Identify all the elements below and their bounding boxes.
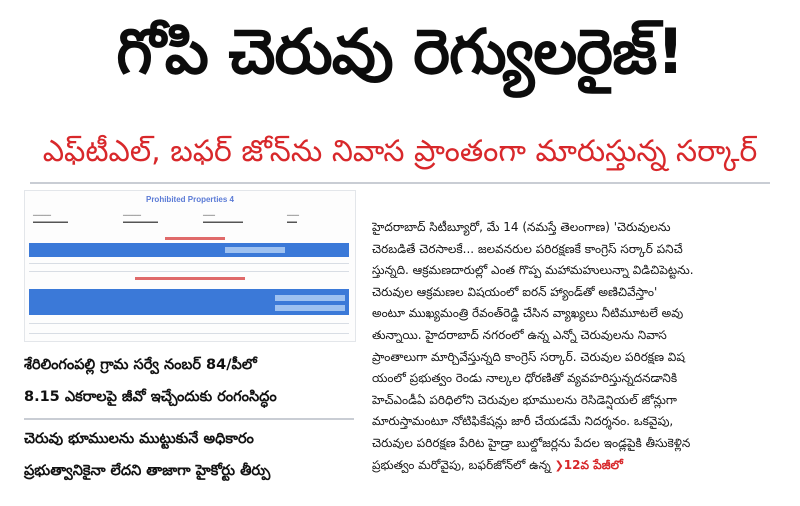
article-last-line <box>372 455 782 477</box>
headline: గోపి చెరువు రెగ్యులరైజ్! <box>116 15 684 88</box>
article-line: హైదరాబాద్ సిటీబ్యూరో, మే 14 (నమస్తే తెలంగాణ) 'చెరువులను <box>372 220 671 234</box>
article-line: చెరువుల ఆక్రమణల విషయంలో ఐరన్ హ్యాండ్‌తో అణిచివేస్తాం' <box>372 284 658 299</box>
document-scan-image <box>24 190 356 342</box>
document-row-line <box>29 271 349 272</box>
article-line: ప్రభుత్వం మరోవైపు, బఫర్‌జోన్‌లో ఉన్న <box>372 457 551 472</box>
article-line: అంటూ ముఖ్యమంత్రి రేవంత్‌రెడ్డి చేసిన వ్యాఖ్యలు నీటిమూటలే అవు <box>372 306 684 321</box>
continued-label: 12వ పేజీలో <box>563 457 623 472</box>
document-red-mark <box>165 237 225 240</box>
document-row-line <box>29 263 349 264</box>
headline-divider <box>30 182 770 184</box>
article-line: చెరువుల పరిరక్షణ పేరిట హైడ్రా బుల్డోజర్లను పేదల ఇండ్లపైకి తీసుకెళ్లిన <box>372 435 691 450</box>
continued-link[interactable] <box>555 458 623 472</box>
article-line: మారుస్తామంటూ నోటిఫికేషన్లు జారీ చేయడమే నిదర్శనం. ఒకవైపు, <box>372 414 674 429</box>
caption-divider <box>24 418 354 420</box>
caption-line: ప్రభుత్వానికైనా లేదని తాజాగా హైకోర్టు తీర్పు <box>24 463 271 479</box>
document-red-mark <box>135 277 245 280</box>
caption-line: శేరిలింగంపల్లి గ్రామ సర్వే నంబర్ 84/పీలో <box>24 357 257 373</box>
document-meta-block: ━━━━━━ ▬▬▬▬▬▬▬ <box>123 213 158 225</box>
document-meta-block: ━━━━ ▬▬▬▬▬▬▬▬ <box>203 213 243 225</box>
article-body <box>372 217 782 476</box>
caption-line: చెరువు భూములను ముట్టుకునే అధికారం <box>24 431 254 447</box>
document-table-header <box>29 243 349 257</box>
article-line: స్తున్నది. ఆక్రమణదారుల్లో ఎంత గొప్ప మహామహులున్నా విడిచిపెట్టను. <box>372 263 694 278</box>
document-meta-block: ━━━━━━ ▬▬▬▬▬▬▬ <box>33 213 68 225</box>
article-line: యంలో ప్రభుత్వం రెండు నాల్కల ధోరణితో వ్యవహరిస్తున్నదనడానికి <box>372 371 678 386</box>
article-line: చెరబడితే చెరసాలకే... జలవనరుల పరిరక్షణకే కాంగ్రెస్ సర్కార్ పనిచే <box>372 241 683 256</box>
document-row-line <box>29 333 349 334</box>
chevron-right-icon: ❯ <box>554 458 564 472</box>
document-cell <box>225 247 285 253</box>
subheadline: ఎఫ్‌టీఎల్, బఫర్ జోన్‌ను నివాస ప్రాంతంగా మారుస్తున్న సర్కార్ <box>42 134 758 169</box>
document-meta-block: ━━━━ ▬▬ <box>287 213 300 225</box>
document-table-header <box>29 289 349 315</box>
caption-line: 8.15 ఎకరాలపై జీవో ఇచ్చేందుకు రంగంసిద్ధం <box>24 389 277 405</box>
article-line: తున్నాయి. హైదరాబాద్ నగరంలో ఉన్న ఎన్నో చెరువులను నివాస <box>372 327 667 342</box>
article-line: ప్రాంతాలుగా మార్చివేస్తున్నది కాంగ్రెస్ సర్కార్. చెరువుల పరిరక్షణ విష <box>372 349 685 364</box>
document-row-line <box>29 323 349 324</box>
document-cell <box>275 305 345 311</box>
article-line: హెచ్‌ఎండీఏ పరిధిలోని చెరువుల భూములను రెసిడెన్షియల్ జోన్లుగా <box>372 392 677 407</box>
document-title: Prohibited Properties 4 <box>145 195 235 204</box>
document-cell <box>275 295 345 301</box>
